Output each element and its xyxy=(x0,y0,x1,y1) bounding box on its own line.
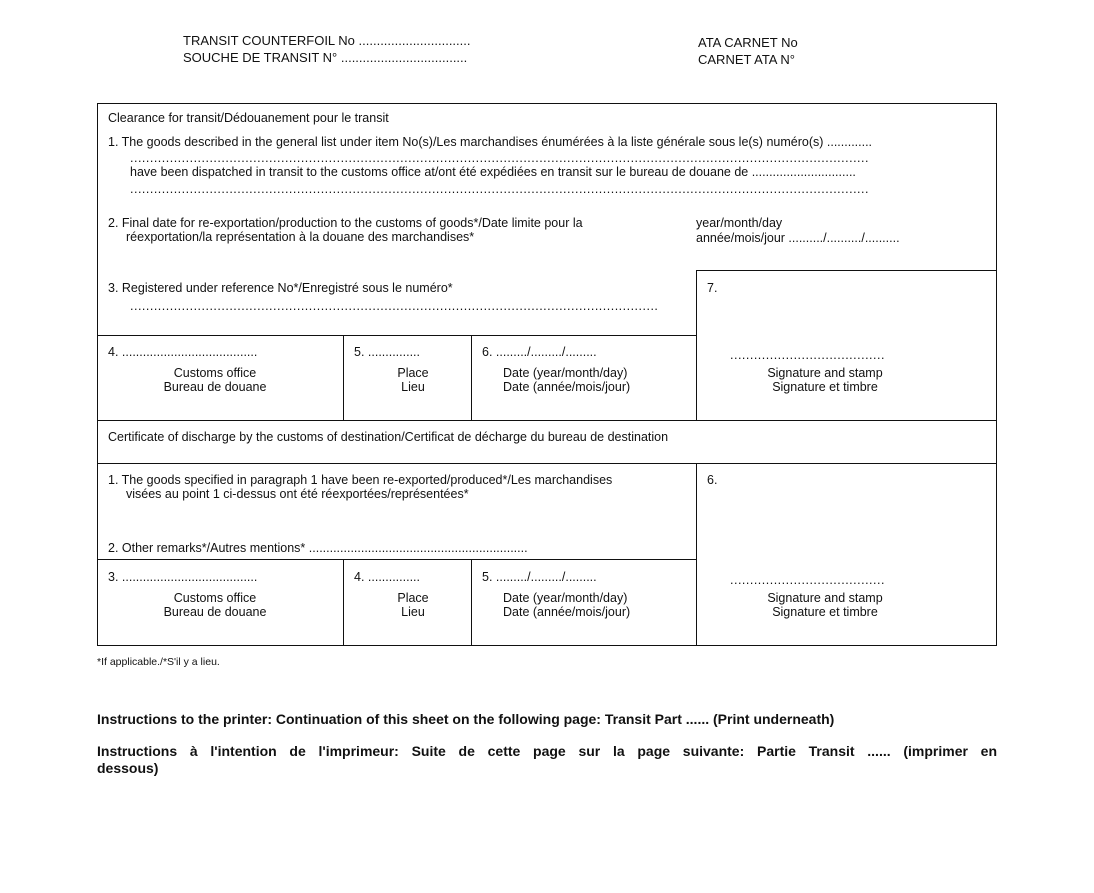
clearance-box6-fr: Date (année/mois/jour) xyxy=(503,380,631,394)
clearance-box4-fr: Bureau de douane xyxy=(163,380,267,394)
box7-left-border xyxy=(696,270,697,420)
clearance-signature-en: Signature and stamp xyxy=(767,366,883,380)
discharge-box6-left-border xyxy=(696,463,697,646)
discharge-box4-line: 4. ............... xyxy=(354,570,420,584)
clearance-item1-dots1: .......................................................................................................................................................................................... xyxy=(130,151,869,165)
box7-top-border xyxy=(696,270,997,271)
discharge-box3-line: 3. ....................................... xyxy=(108,570,258,584)
clearance-box5-left-border xyxy=(343,335,344,420)
transit-counterfoil-no: TRANSIT COUNTERFOIL No ............................... xyxy=(183,33,471,48)
discharge-box4-left-border xyxy=(343,559,344,646)
clearance-item1-line2: have been dispatched in transit to the customs office at/ont été expédiées en transit sur le bureau de douane de .............................. xyxy=(130,165,856,179)
clearance-item3-line: 3. Registered under reference No*/Enregistré sous le numéro* xyxy=(108,281,453,295)
discharge-signature-dots: ....................................... xyxy=(730,573,885,587)
discharge-box5-line: 5. ........./........./......... xyxy=(482,570,597,584)
clearance-item2-line2: réexportation/la représentation à la douane des marchandises* xyxy=(126,230,475,244)
discharge-box5-en: Date (year/month/day) xyxy=(503,591,628,605)
section-divider xyxy=(97,420,997,421)
discharge-box5-left-border xyxy=(471,559,472,646)
clearance-box6-left-border xyxy=(471,335,472,420)
discharge-title-bottom-border xyxy=(97,463,997,464)
discharge-boxes-top-border xyxy=(97,559,697,560)
clearance-item1-dots2: .......................................................................................................................................................................................... xyxy=(130,182,869,196)
discharge-item2-line: 2. Other remarks*/Autres mentions* ............................................................... xyxy=(108,541,528,555)
clearance-box5-en: Place xyxy=(397,366,429,380)
clearance-item2-date-fr: année/mois/jour ........../........../.......... xyxy=(696,231,900,245)
discharge-box4-en: Place xyxy=(397,591,429,605)
clearance-item1-line1: 1. The goods described in the general list under item No(s)/Les marchandises énumérées à la liste générale sous le(s) numéro(s) ............. xyxy=(108,135,873,149)
instructions-en: Instructions to the printer: Continuation of this sheet on the following page: Transit Part ...... (Print underneath) xyxy=(97,711,835,727)
clearance-box6-line: 6. ........./........./......... xyxy=(482,345,597,359)
souche-de-transit-no: SOUCHE DE TRANSIT N° ................................... xyxy=(183,50,468,65)
discharge-signature-en: Signature and stamp xyxy=(767,591,883,605)
clearance-box5-line: 5. ............... xyxy=(354,345,420,359)
box7-label: 7. xyxy=(707,281,718,295)
instructions-fr-line2: dessous) xyxy=(97,760,159,776)
clearance-boxes-top-border xyxy=(97,335,697,336)
ata-carnet-no: ATA CARNET No xyxy=(698,35,798,50)
clearance-box5-fr: Lieu xyxy=(401,380,425,394)
footnote: *If applicable./*S'il y a lieu. xyxy=(97,656,220,668)
discharge-box4-fr: Lieu xyxy=(401,605,425,619)
discharge-box6-label: 6. xyxy=(707,473,718,487)
discharge-box3-fr: Bureau de douane xyxy=(163,605,267,619)
instructions-fr-line1: Instructions à l'intention de l'imprimeur: Suite de cette page sur la page suivante: Partie Transit ...... (imprimer en xyxy=(97,743,997,759)
carnet-ata-no: CARNET ATA N° xyxy=(698,52,795,67)
discharge-item1-line1: 1. The goods specified in paragraph 1 have been re-exported/produced*/Les marchandises xyxy=(108,473,613,487)
clearance-box4-line: 4. ....................................... xyxy=(108,345,258,359)
discharge-box3-en: Customs office xyxy=(173,591,257,605)
clearance-item2-line1: 2. Final date for re-exportation/production to the customs of goods*/Date limite pour la xyxy=(108,216,583,230)
clearance-item3-dots: ..................................................................................................................................... xyxy=(130,299,659,313)
clearance-title: Clearance for transit/Dédouanement pour le transit xyxy=(108,111,389,125)
clearance-box6-en: Date (year/month/day) xyxy=(503,366,628,380)
discharge-box5-fr: Date (année/mois/jour) xyxy=(503,605,631,619)
clearance-signature-dots: ....................................... xyxy=(730,348,885,362)
discharge-item1-line2: visées au point 1 ci-dessus ont été réexportées/représentées* xyxy=(126,487,469,501)
clearance-item2-date-en: year/month/day xyxy=(696,216,783,230)
discharge-title: Certificate of discharge by the customs of destination/Certificat de décharge du bureau de destination xyxy=(108,430,669,444)
discharge-signature-fr: Signature et timbre xyxy=(772,605,878,619)
clearance-signature-fr: Signature et timbre xyxy=(772,380,878,394)
clearance-box4-en: Customs office xyxy=(173,366,257,380)
